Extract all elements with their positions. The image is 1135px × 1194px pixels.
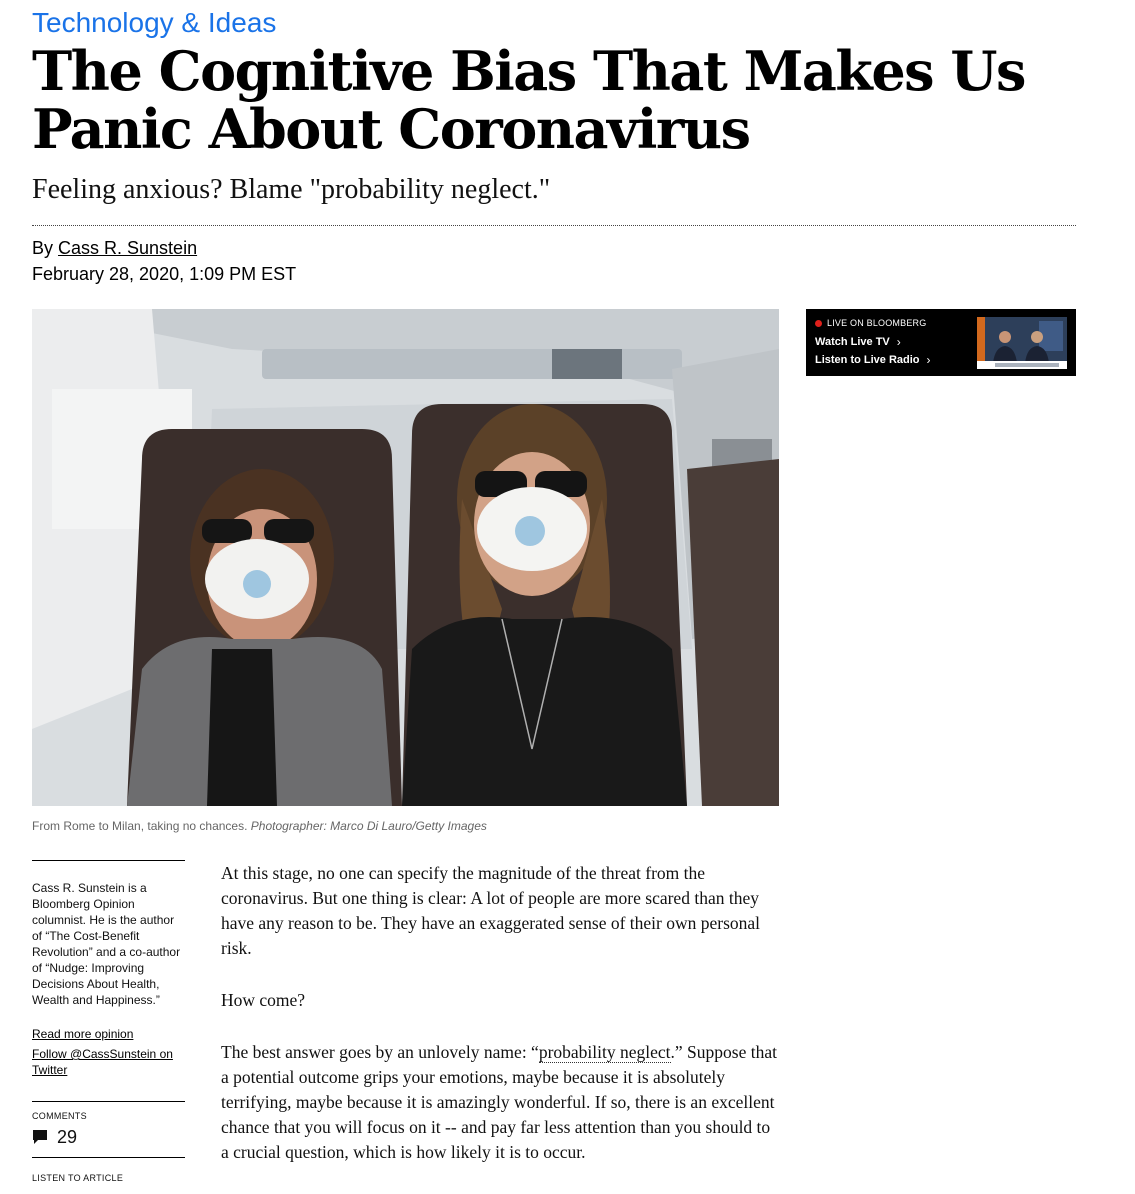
comment-icon: [32, 1129, 48, 1145]
paragraph-text: .” Suppose that a potential outcome grips your emotions, maybe because it is absolutely terrifying, maybe because it is amazingly wonderful. If so, there is an excellent chance that you will focus on it -- and pay far less attention than you should to a crucial question, which is how likely it is to occur.: [221, 1042, 777, 1162]
listen-to-article-label[interactable]: LISTEN TO ARTICLE: [32, 1173, 124, 1183]
live-on-bloomberg-module: [806, 309, 1076, 376]
chevron-right-icon: ›: [896, 335, 901, 349]
follow-twitter-link[interactable]: Follow @CassSunstein on Twitter: [32, 1047, 173, 1077]
listen-live-radio-link[interactable]: [815, 353, 931, 367]
dek: Feeling anxious? Blame "probability neglect.": [32, 174, 551, 205]
author-link[interactable]: Cass R. Sunstein: [58, 238, 198, 258]
comments-button[interactable]: [32, 1126, 185, 1148]
publish-date: February 28, 2020, 1:09 PM EST: [32, 264, 297, 284]
sidebar-divider: [32, 1101, 185, 1102]
photo-credit: Photographer: Marco Di Lauro/Getty Images: [250, 819, 487, 833]
author-bio: Cass R. Sunstein is a Bloomberg Opinion columnist. He is the author of “The Cost-Benefit Revolution” and a co-author of “Nudge: Improving Decisions About Health, Wealth and Happiness.”: [32, 881, 181, 1007]
image-caption: [32, 818, 487, 834]
live-dot-icon: [815, 320, 822, 327]
byline: [32, 236, 197, 260]
article-sidebar: [32, 860, 185, 1184]
read-more-opinion-link[interactable]: Read more opinion: [32, 1027, 134, 1041]
watch-live-tv-link[interactable]: [815, 335, 901, 349]
live-label-text: LIVE ON BLOOMBERG: [827, 318, 927, 328]
body-paragraph: [221, 1040, 777, 1165]
sidebar-divider: [32, 860, 185, 861]
comments-count: 29: [57, 1127, 78, 1147]
live-tv-thumbnail[interactable]: [977, 317, 1067, 369]
chevron-right-icon: ›: [926, 353, 931, 367]
sidebar-divider: [32, 1157, 185, 1158]
watch-live-tv-label: Watch Live TV: [815, 336, 890, 348]
comments-label: COMMENTS: [32, 1111, 87, 1121]
caption-text: From Rome to Milan, taking no chances.: [32, 819, 248, 833]
paragraph-text: The best answer goes by an unlovely name: “: [221, 1042, 539, 1062]
probability-neglect-link[interactable]: probability neglect: [538, 1042, 671, 1062]
body-paragraph: How come?: [221, 990, 306, 1010]
headline: The Cognitive Bias That Makes Us Panic About Coronavirus: [32, 39, 1025, 161]
body-paragraph: At this stage, no one can specify the magnitude of the threat from the coronavirus. But one thing is clear: A lot of people are more scared than they have any reason to be. They have an exaggerated sense of their own personal risk.: [221, 863, 761, 958]
live-label: [815, 317, 926, 329]
byline-prefix: By: [32, 238, 59, 258]
divider: [32, 225, 1076, 226]
listen-live-radio-label: Listen to Live Radio: [815, 354, 920, 366]
section-link[interactable]: Technology & Ideas: [32, 7, 277, 38]
lede-photo: [32, 309, 779, 806]
article-body: [221, 861, 777, 1192]
